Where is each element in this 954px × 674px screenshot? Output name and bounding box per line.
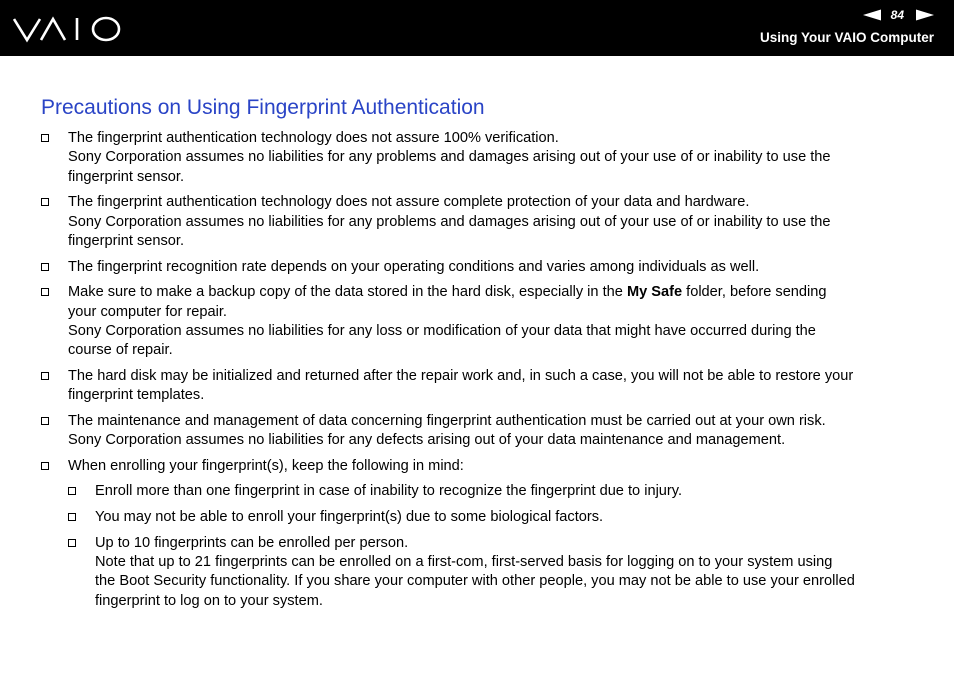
list-item: The fingerprint authentication technology does not assure complete protection of your data and hardware. Sony Corporation assumes no liabilities for any problems and damages arising out of your use of or inability to use the fingerprint sensor.	[40, 193, 920, 251]
page-number: 84	[890, 8, 904, 22]
checkbox-bullet-icon	[68, 487, 76, 495]
my-safe-folder-name: My Safe	[626, 284, 683, 301]
sub-list-item: Enroll more than one fingerprint in case of inability to recognize the fingerprint due to injury.	[67, 482, 920, 501]
checkbox-bullet-icon	[41, 198, 49, 206]
checkbox-bullet-icon	[41, 134, 49, 142]
checkbox-bullet-icon	[41, 372, 49, 380]
right-arrow-icon[interactable]	[916, 9, 934, 21]
list-item: The maintenance and management of data concerning fingerprint authentication must be carried out at your own risk. Sony Corporation assumes no liabilities for any defects arising out of your data maintenance and management.	[40, 412, 920, 451]
checkbox-bullet-icon	[41, 288, 49, 296]
left-arrow-icon[interactable]	[863, 9, 881, 21]
list-item: The fingerprint recognition rate depends on your operating conditions and varies among individuals as well.	[40, 258, 920, 277]
checkbox-bullet-icon	[68, 539, 76, 547]
list-item: Make sure to make a backup copy of the data stored in the hard disk, especially in the My Safe folder, before sending your computer for repair. Sony Corporation assumes no liabilities for any loss or modification of your data that might have occurred during the course of repair.	[40, 283, 920, 360]
vaio-logo	[13, 15, 121, 43]
precautions-list	[40, 129, 920, 617]
sub-list-item: Up to 10 fingerprints can be enrolled per person. Note that up to 21 fingerprints can be enrolled on a first-com, first-served basis for logging on to your system using the Boot Security functionality. If you share your computer with other people, you may not be able to use your enrolled fingerprint to log on to your system.	[67, 534, 920, 611]
checkbox-bullet-icon	[68, 513, 76, 521]
sub-list-item: You may not be able to enroll your fingerprint(s) due to some biological factors.	[67, 508, 920, 527]
list-item: The fingerprint authentication technology does not assure 100% verification. Sony Corporation assumes no liabilities for any problems and damages arising out of your use of or inability to use the fingerprint sensor.	[40, 129, 920, 187]
page-title: Precautions on Using Fingerprint Authentication	[41, 96, 485, 119]
list-item: When enrolling your fingerprint(s), keep the following in mind:	[40, 457, 920, 476]
list-item: The hard disk may be initialized and returned after the repair work and, in such a case, you will not be able to restore your fingerprint templates.	[40, 367, 920, 406]
checkbox-bullet-icon	[41, 417, 49, 425]
page-navigation	[863, 7, 934, 23]
section-title: Using Your VAIO Computer	[759, 30, 934, 45]
page-header	[0, 0, 954, 56]
checkbox-bullet-icon	[41, 263, 49, 271]
checkbox-bullet-icon	[41, 462, 49, 470]
